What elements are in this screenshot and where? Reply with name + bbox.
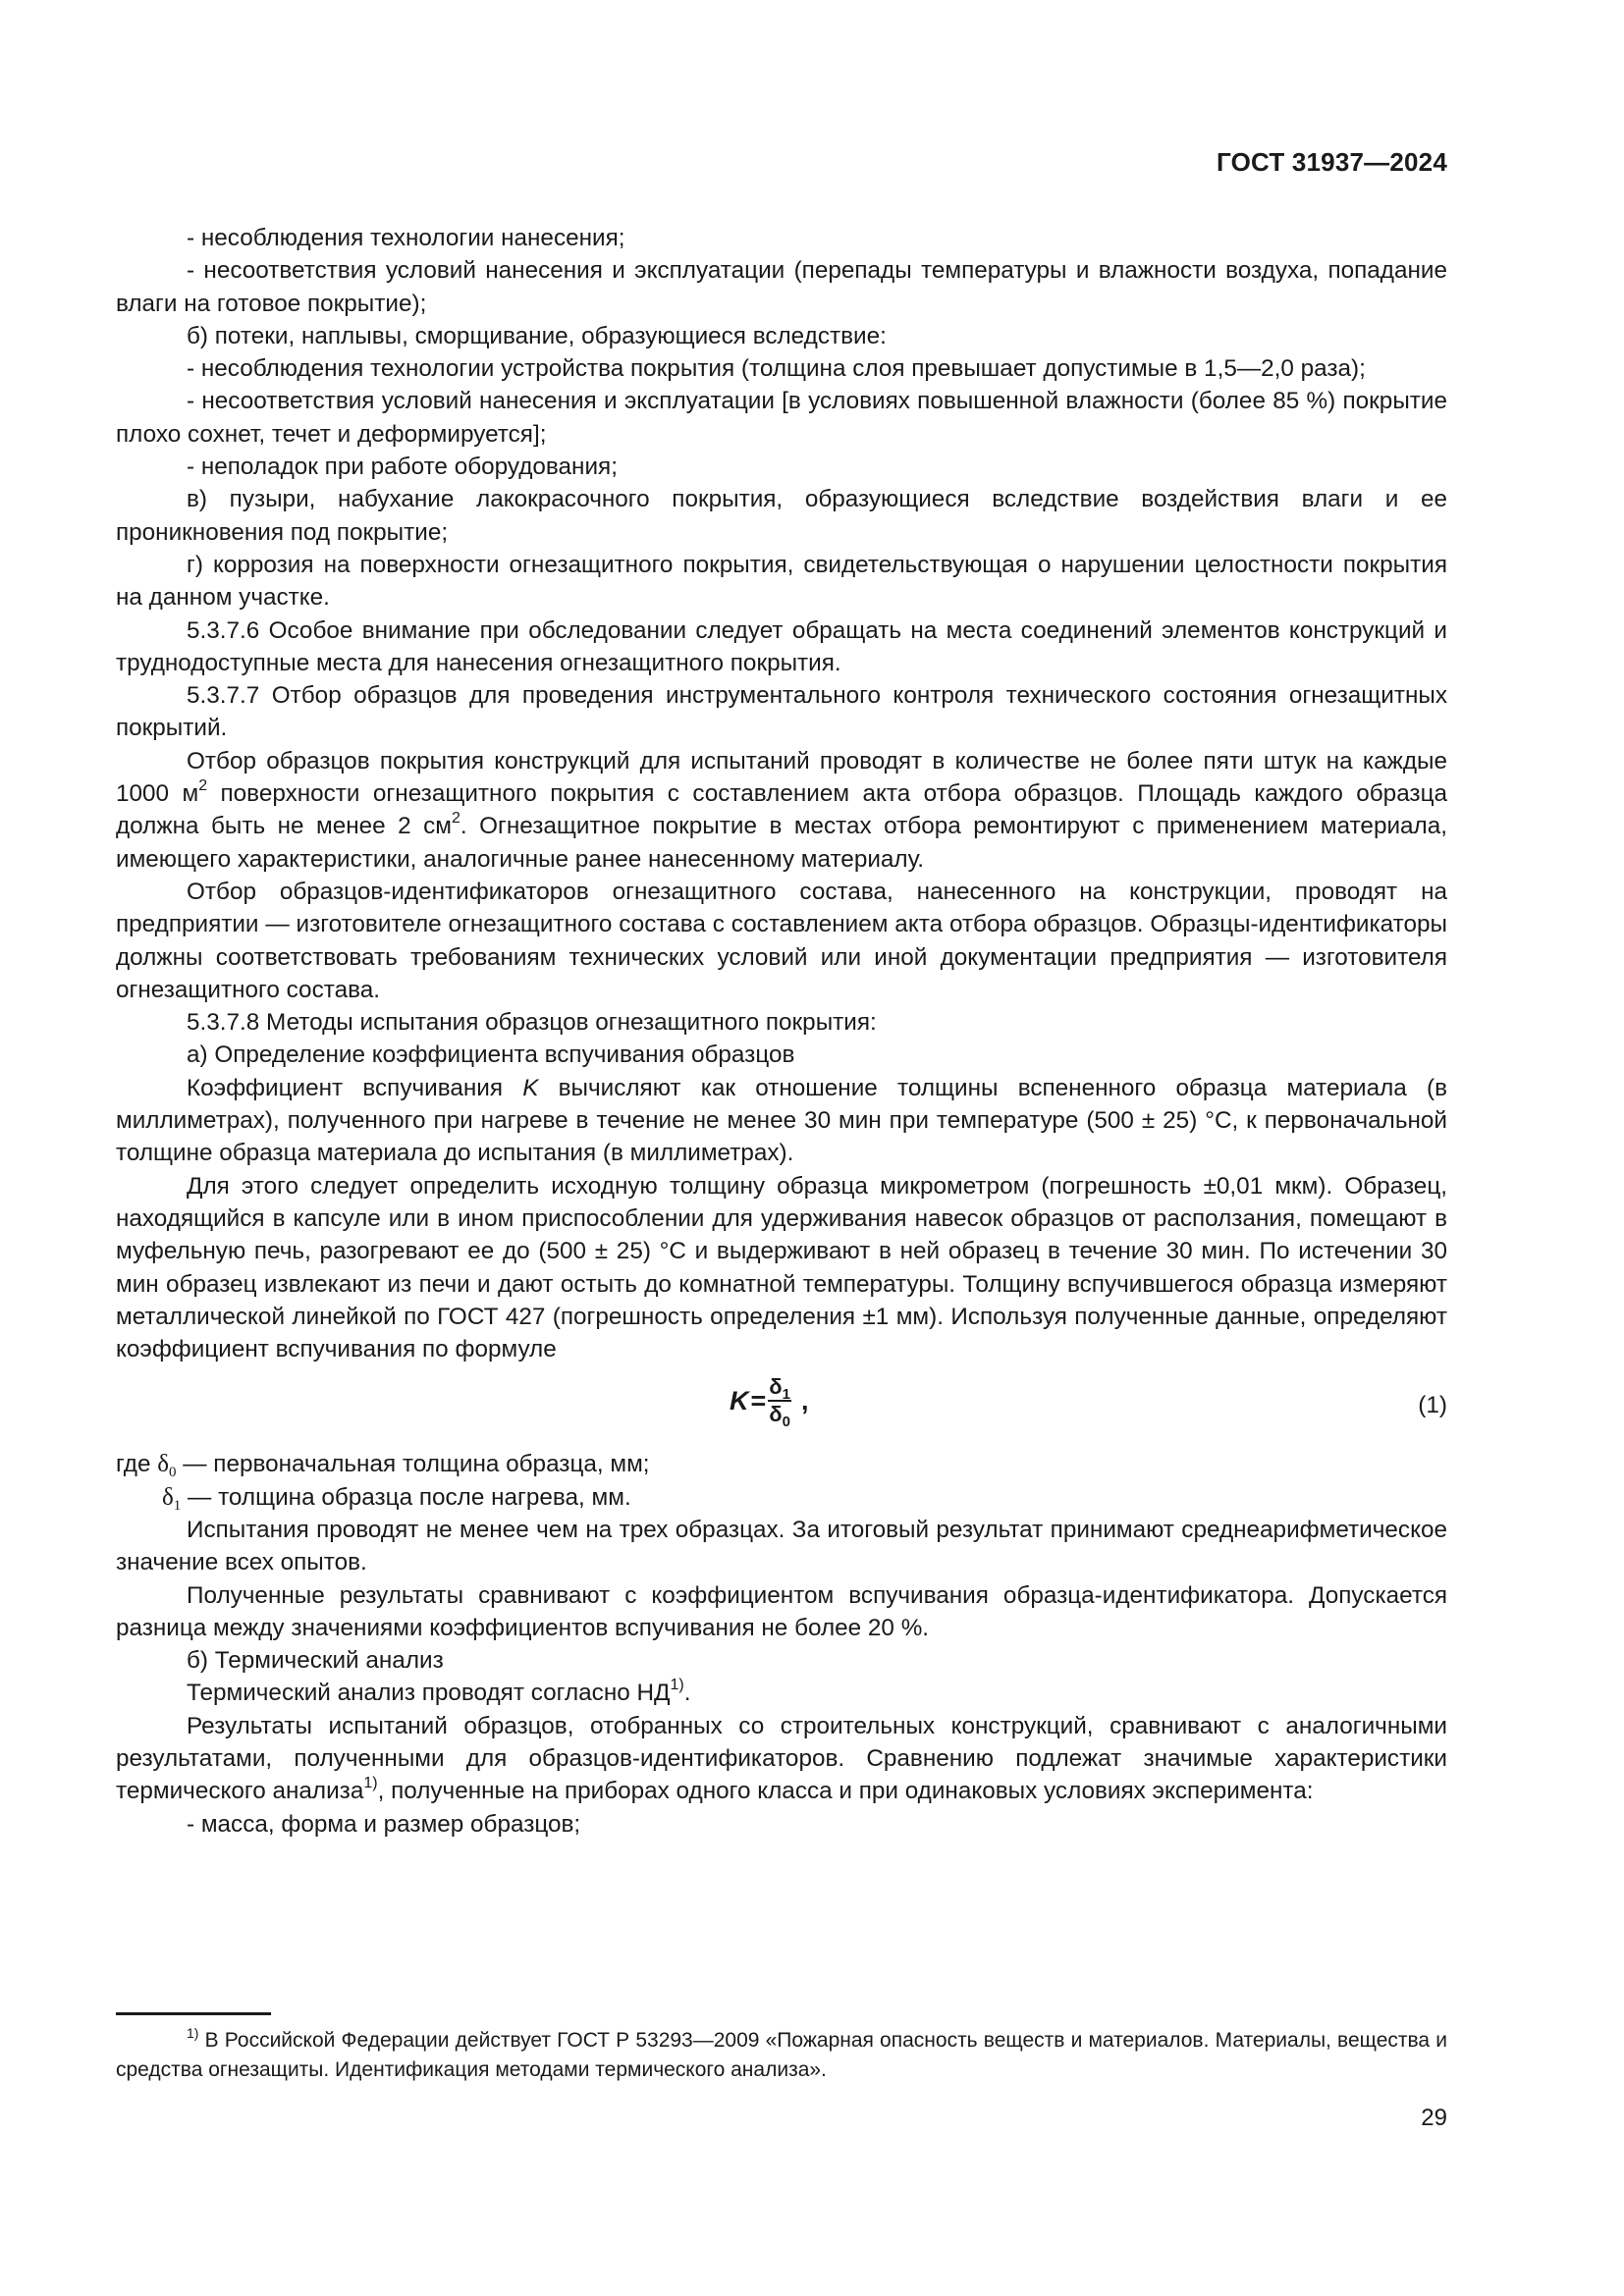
where-line-delta1	[116, 1481, 1447, 1514]
paragraph: - несоответствия условий нанесения и эксплуатации [в условиях повышенной влажности (более 85 %) покрытие плохо сохнет, течет и деформируется];	[116, 388, 1447, 448]
footnote-ref: 1)	[363, 1775, 378, 1792]
paragraph-sampling	[116, 745, 1447, 876]
paragraph-identifiers: Отбор образцов-идентификаторов огнезащитного состава, нанесенного на конструкции, проводят на предприятии — изготовителе огнезащитного состава с составлением акта отбора образцов. Образцы-идентификаторы должны соответствовать требованиям технических условий или иной документации предприятия — изготовителя огнезащитного состава.	[116, 878, 1447, 1003]
text-run: , полученные на приборах одного класса и при одинаковых условиях эксперимента:	[377, 1778, 1314, 1805]
paragraph: - несоблюдения технологии устройства покрытия (толщина слоя превышает допустимые в 1,5—2,0 раза);	[187, 355, 1366, 383]
paragraph: б) потеки, наплывы, сморщивание, образующиеся вследствие:	[187, 322, 887, 349]
subscript: 1	[782, 1386, 790, 1404]
subscript: 0	[169, 1465, 177, 1481]
list-item-a: а) Определение коэффициента вспучивания образцов	[187, 1041, 795, 1069]
superscript: 2	[451, 810, 460, 828]
paragraph: в) пузыри, набухание лакокрасочного покрытия, образующиеся вследствие воздействия влаги и ее проникновения под покрытие;	[116, 486, 1447, 546]
delta-char: δ	[157, 1451, 169, 1478]
paragraph-procedure: Для этого следует определить исходную толщину образца микрометром (погрешность ±0,01 мкм). Образец, находящийся в капсуле или в ином приспособлении для удерживания навесок образцов от расползания, помещают в муфельную печь, разогревают ее до (500 ± 25) °С и выдерживают в ней образец в течение 30 мин. По истечении 30 мин образец извлекают из печи и дают остыть до комнатной температуры. Толщину вспучившегося образца измеряют металлической линейкой по ГОСТ 427 (погрешность определения ±1 мм). Используя полученные данные, определяют коэффициент вспучивания по формуле	[116, 1172, 1447, 1363]
delta-symbol: δ	[769, 1374, 783, 1400]
paragraph-thermal	[116, 1677, 1447, 1709]
fraction-denominator	[769, 1402, 790, 1431]
formula-block	[116, 1369, 1447, 1448]
text-run: где	[116, 1451, 158, 1478]
document-number: ГОСТ 31937—2024	[1217, 147, 1447, 177]
text-run: Термический анализ проводят согласно НД	[187, 1680, 671, 1707]
text-run: поверхности огнезащитного покрытия с составлением акта отбора образцов. Площадь каждого образца должна быть не менее 2 см	[116, 780, 1448, 840]
formula-number: (1)	[1418, 1392, 1447, 1419]
list-item-b: б) Термический анализ	[187, 1647, 444, 1675]
text-run: Результаты испытаний образцов, отобранных со строительных конструкций, сравнивают с аналогичными результатами, полученными для образцов-идентификаторов. Сравнению подлежат значимые характеристики термического анализа	[116, 1712, 1447, 1805]
paragraph-compare: Полученные результаты сравнивают с коэффициентом вспучивания образца-идентификатора. Допускается разница между значениями коэффициентов вспучивания не более 20 %.	[116, 1581, 1447, 1641]
delta-char: δ	[162, 1483, 174, 1511]
subscript: 0	[782, 1414, 790, 1431]
delta-symbol	[162, 1483, 182, 1514]
paragraph: г) коррозия на поверхности огнезащитного покрытия, свидетельствующая о нарушении целостности покрытия на данном участке.	[116, 551, 1447, 612]
delta-symbol	[157, 1451, 177, 1481]
paragraph: - масса, форма и размер образцов;	[187, 1810, 581, 1838]
text-run: Отбор образцов покрытия конструкций для испытаний проводят в количестве не более пяти штук на каждые 1000 м	[116, 747, 1447, 808]
paragraph-5-3-7-6: 5.3.7.6 Особое внимание при обследовании следует обращать на места соединений элементов конструкций и труднодоступные места для нанесения огнезащитного покрытия.	[116, 616, 1447, 676]
paragraph-coefficient	[116, 1072, 1447, 1170]
fraction-numerator	[768, 1375, 791, 1402]
formula	[730, 1374, 809, 1431]
paragraph-5-3-7-7: 5.3.7.7 Отбор образцов для проведения инструментального контроля технического состояния огнезащитных покрытий.	[116, 682, 1447, 742]
main-text	[116, 222, 1447, 1841]
text-run: — первоначальная толщина образца, мм;	[176, 1451, 650, 1478]
variable-k: K	[522, 1074, 539, 1101]
subscript: 1	[173, 1497, 182, 1514]
text-run: — толщина образца после нагрева, мм.	[181, 1483, 631, 1511]
footnote	[116, 2026, 1447, 2085]
text-run: вычисляют как отношение толщины вспененного образца материала (в миллиметрах), полученного при нагреве в течение не менее 30 мин при температуре (500 ± 25) °С, к первоначальной толщине образца материала до испытания (в миллиметрах).	[116, 1074, 1447, 1167]
text-run: . Огнезащитное покрытие в местах отбора ремонтируют с применением материала, имеющего характеристики, аналогичные ранее нанесенному материалу.	[116, 813, 1447, 873]
paragraph: - неполадок при работе оборудования;	[187, 454, 618, 481]
delta-symbol: δ	[769, 1402, 783, 1427]
text-run: В Российской Федерации действует ГОСТ Р 53293—2009 «Пожарная опасность веществ и материалов. Материалы, вещества и средства огнезащиты. Идентификация методами термического анализа».	[116, 2029, 1447, 2081]
footnote-text	[116, 2026, 1447, 2085]
footnote-divider	[116, 2012, 271, 2015]
paragraph: - несоблюдения технологии нанесения;	[187, 225, 625, 251]
footnote-marker: 1)	[187, 2025, 199, 2041]
text-run: Коэффициент вспучивания	[187, 1074, 523, 1101]
where-line-delta0	[116, 1448, 1447, 1480]
formula-lhs: K	[730, 1385, 749, 1415]
paragraph-tests: Испытания проводят не менее чем на трех образцах. За итоговый результат принимают среднеарифметическое значение всех опытов.	[116, 1516, 1447, 1576]
formula-equals: =	[750, 1385, 767, 1415]
formula-comma: ,	[800, 1385, 809, 1415]
paragraph-results	[116, 1710, 1447, 1808]
page-number: 29	[1421, 2105, 1447, 2131]
paragraph: - несоответствия условий нанесения и эксплуатации (перепады температуры и влажности воздуха, попадание влаги на готовое покрытие);	[116, 257, 1447, 317]
footnote-ref: 1)	[670, 1677, 684, 1694]
formula-fraction	[768, 1374, 791, 1431]
text-run: .	[683, 1680, 691, 1707]
paragraph-5-3-7-8: 5.3.7.8 Методы испытания образцов огнезащитного покрытия:	[187, 1009, 877, 1037]
superscript: 2	[198, 777, 208, 795]
